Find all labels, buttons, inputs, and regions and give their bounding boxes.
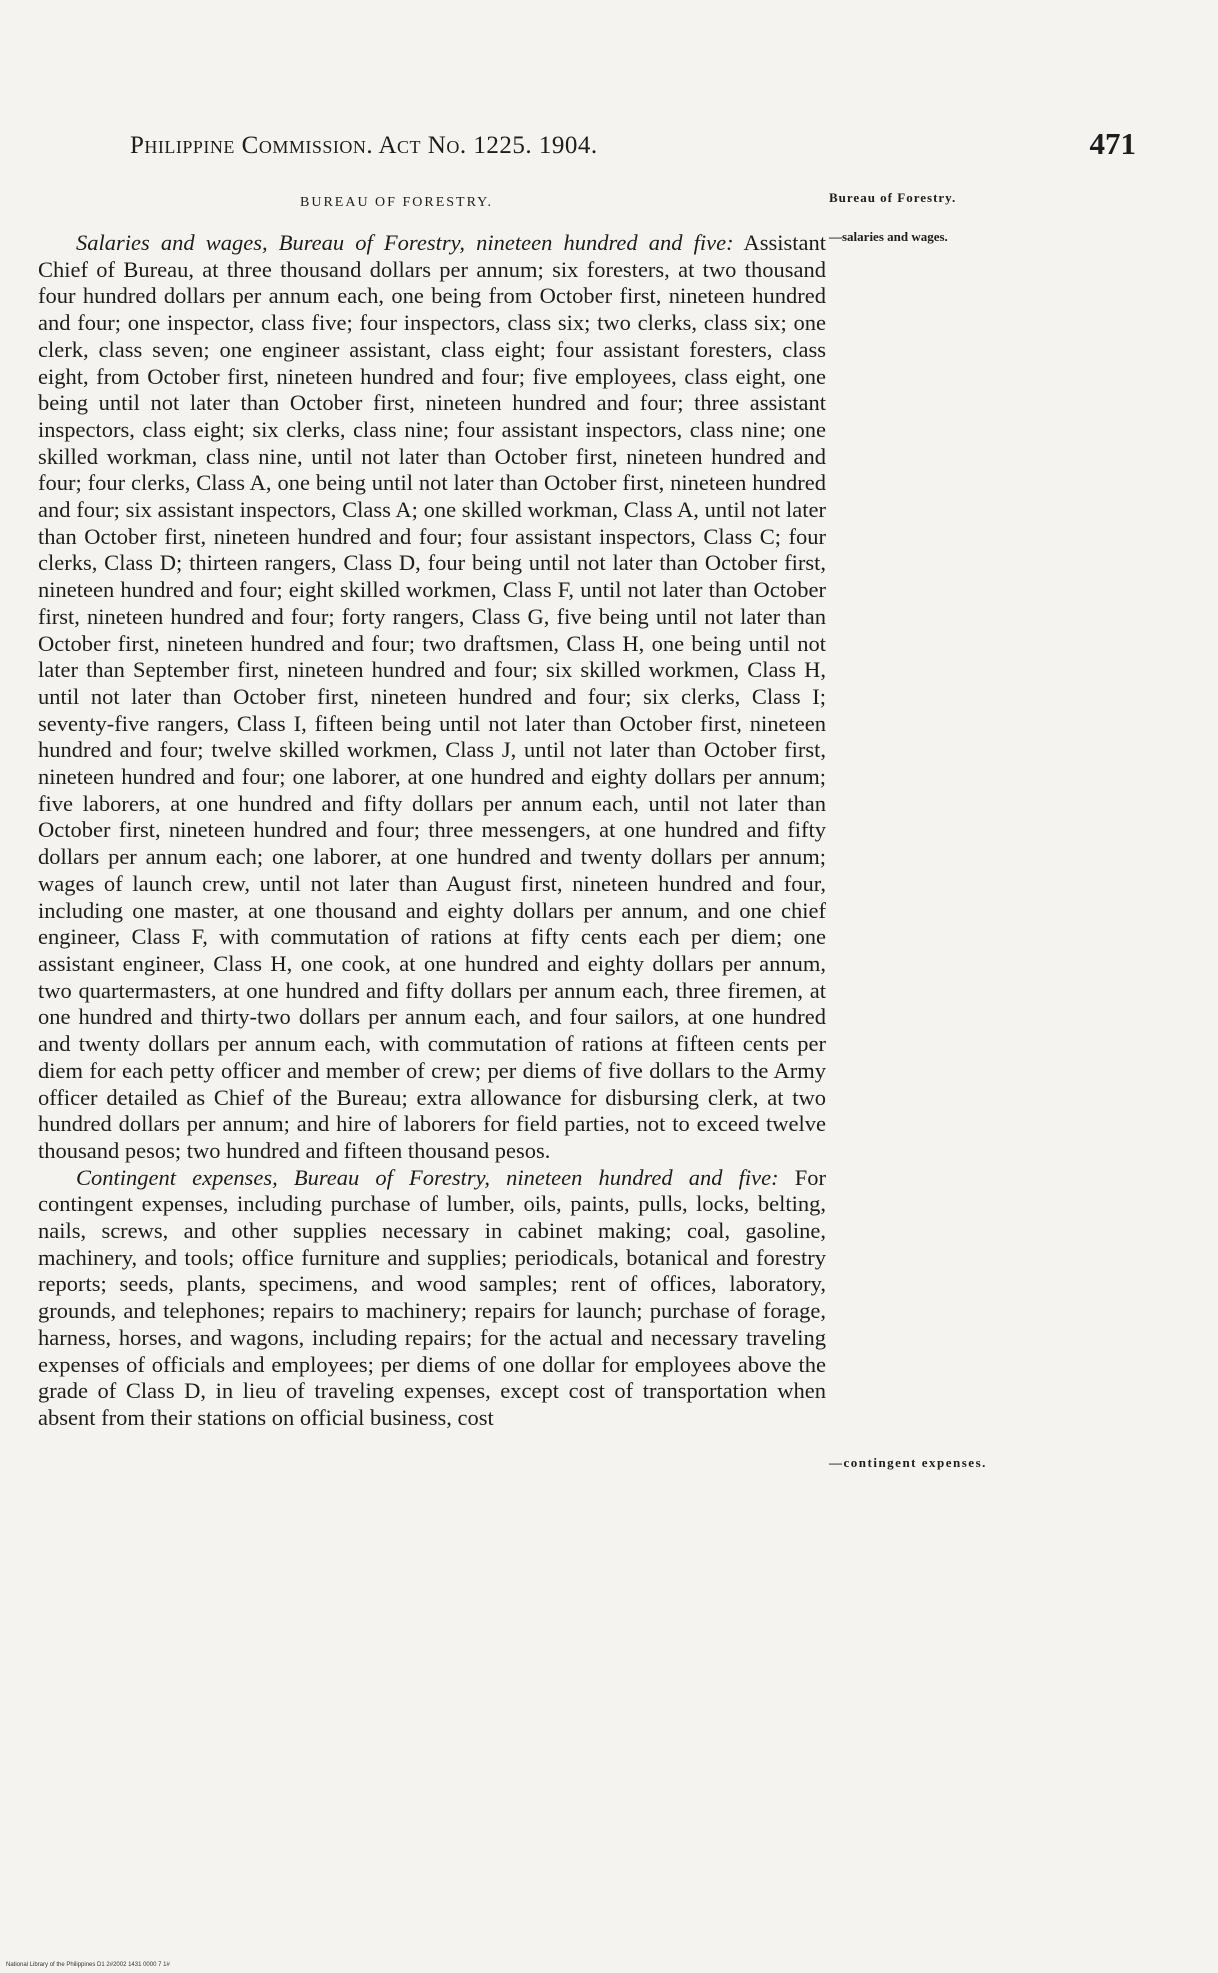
body-text <box>38 230 826 1432</box>
paragraph-lead: Contingent expenses, Bureau of Forestry, nineteen hundred and five: <box>76 1164 779 1190</box>
paragraph-text: Assistant Chief of Bureau, at three thousand dollars per annum; six foresters, at two thousand four hundred dollars per annum each, one being from October first, nineteen hundred and four; one inspector, class five; four inspectors, class six; two clerks, class six; one clerk, class seven; one engineer assistant, class eight; four assistant foresters, class eight, from October first, nineteen hundred and four; five employees, class eight, one being until not later than October first, nineteen hundred and four; three assistant inspectors, class eight; six clerks, class nine; four assistant inspectors, class nine; one skilled workman, class nine, until not later than October first, nineteen hundred and four; four clerks, Class A, one being until not later than October first, nineteen hundred and four; six assistant inspectors, Class A; one skilled workman, Class A, until not later than October first, nineteen hundred and four; four assistant inspectors, Class C; four clerks, Class D; thirteen rangers, Class D, four being until not later than October first, nineteen hundred and four; eight skilled workmen, Class F, until not later than October first, nineteen hundred and four; forty rangers, Class G, five being until not later than October first, nineteen hundred and four; two draftsmen, Class H, one being until not later than September first, nineteen hundred and four; six skilled workmen, Class H, until not later than October first, nineteen hundred and four; six clerks, Class I; seventy-five rangers, Class I, fifteen being until not later than October first, nineteen hundred and four; twelve skilled workmen, Class J, until not later than October first, nineteen hundred and four; one laborer, at one hundred and eighty dollars per annum; five laborers, at one hundred and fifty dollars per annum each, until not later than October first, nineteen hundred and four; three messengers, at one hundred and fifty dollars per annum each; one laborer, at one hundred and twenty dollars per annum; wages of launch crew, until not later than August first, nineteen hundred and four, including one master, at one thousand and eighty dollars per annum, and one chief engineer, Class F, with commutation of rations at fifty cents each per diem; one assistant engineer, Class H, one cook, at one hundred and eighty dollars per annum, two quartermasters, at one hundred and fifty dollars per annum each, three firemen, at one hundred and thirty-two dollars per annum each, and four sailors, at one hundred and twenty dollars per annum each, with commutation of rations at fifteen cents per diem for each petty officer and member of crew; per diems of five dollars to the Army officer detailed as Chief of the Bureau; extra allowance for disbursing clerk, at two hundred dollars per annum; and hire of laborers for field parties, not to exceed twelve thousand pesos; two hundred and fifteen thousand pesos. <box>38 230 826 1163</box>
paragraph-contingent <box>38 1165 826 1432</box>
margin-note-bureau: Bureau of Forestry. <box>829 190 957 205</box>
paragraph-salaries <box>38 230 826 1165</box>
margin-note-salaries: —salaries and wages. <box>829 229 948 244</box>
margin-note-contingent: —contingent expenses. <box>829 1455 987 1470</box>
paragraph-lead: Salaries and wages, Bureau of Forestry, nineteen hundred and five: <box>76 230 734 255</box>
running-head: Philippine Commission. Act No. 1225. 1904. <box>130 132 598 159</box>
paragraph-text: For contingent expenses, including purchase of lumber, oils, paints, pulls, locks, belting, nails, screws, and other supplies necessary in cabinet making; coal, gasoline, machinery, and tools; office furniture and supplies; periodicals, botanical and forestry reports; seeds, plants, specimens, and wood samples; rent of offices, laboratory, grounds, and telephones; repairs to machinery; repairs for launch; purchase of forage, harness, horses, and wagons, including repairs; for the actual and necessary traveling expenses of officials and employees; per diems of one dollar for employees above the grade of Class D, in lieu of traveling expenses, except cost of transportation when absent from their stations on official business, cost <box>38 1164 826 1430</box>
scan-footer: National Library of the Philippines D1 2#2002 1431 0000 7 1# <box>6 1962 170 1968</box>
page-number: 471 <box>1089 126 1136 161</box>
section-heading: BUREAU OF FORESTRY. <box>300 195 493 210</box>
